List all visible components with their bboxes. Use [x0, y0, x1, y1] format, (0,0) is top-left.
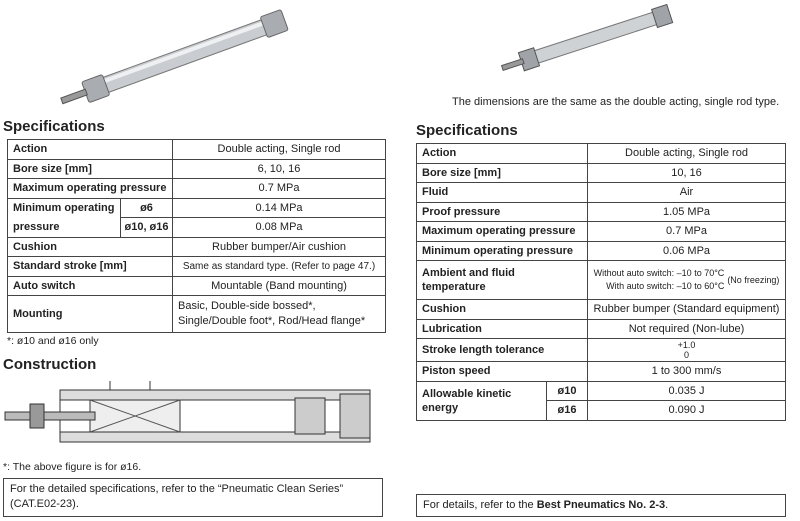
table-cell: Double acting, Single rod [588, 144, 786, 164]
table-row [417, 241, 786, 261]
table-cell: Maximum operating pressure [417, 222, 588, 242]
table-cell: 0.035 J [588, 381, 786, 401]
table-cell: Mounting [8, 296, 173, 333]
table-row [8, 276, 386, 296]
left-specifications-title: Specifications [3, 118, 105, 135]
table-row [8, 140, 386, 160]
table-row [417, 202, 786, 222]
table-cell: Minimum operating pressure [8, 198, 121, 237]
table-cell: Fluid [417, 183, 588, 203]
right-spec-table [416, 143, 786, 421]
table-cell: Allowable kinetic energy [417, 381, 547, 420]
table-cell: Stroke length tolerance [417, 339, 588, 362]
figure-note: *: The above figure is for ø16. [3, 461, 142, 473]
table-row [417, 144, 786, 164]
left-footnote: *: ø10 and ø16 only [7, 335, 99, 347]
table-row [8, 198, 386, 218]
table-row [417, 362, 786, 382]
table-cell: 10, 16 [588, 163, 786, 183]
table-cell: Bore size [mm] [417, 163, 588, 183]
table-cell: ø16 [547, 401, 588, 421]
table-cell: Air [588, 183, 786, 203]
right-caption: The dimensions are the same as the double acting, single rod type. [452, 96, 780, 108]
table-cell: ø10, ø16 [121, 218, 173, 238]
table-cell: Minimum operating pressure [417, 241, 588, 261]
table-row [8, 237, 386, 257]
table-cell: 0.090 J [588, 401, 786, 421]
left-spec-table [7, 139, 386, 333]
table-row [417, 381, 786, 401]
table-row [417, 222, 786, 242]
table-cell: 0.06 MPa [588, 241, 786, 261]
table-cell: 1 to 300 mm/s [588, 362, 786, 382]
right-reference-note: For details, refer to the Best Pneumatics No. 2-3. [416, 494, 786, 517]
table-cell: Auto switch [8, 276, 173, 296]
table-cell: ø10 [547, 381, 588, 401]
table-cell: 0.7 MPa [588, 222, 786, 242]
table-cell: Mountable (Band mounting) [173, 276, 386, 296]
table-cell: +1.0 0 [588, 339, 786, 362]
table-cell: Action [417, 144, 588, 164]
table-cell: Lubrication [417, 319, 588, 339]
table-row [417, 261, 786, 300]
table-cell: Piston speed [417, 362, 588, 382]
table-cell: Double acting, Single rod [173, 140, 386, 160]
table-cell: Rubber bumper (Standard equipment) [588, 300, 786, 320]
right-spec-block [416, 143, 786, 421]
table-cell: 1.05 MPa [588, 202, 786, 222]
table-cell: Bore size [mm] [8, 159, 173, 179]
table-cell: Without auto switch: –10 to 70°C With auto switch: –10 to 60°C (No freezing) [588, 261, 786, 300]
table-cell: 0.7 MPa [173, 179, 386, 199]
table-row [417, 163, 786, 183]
table-row [8, 296, 386, 333]
table-cell: Rubber bumper/Air cushion [173, 237, 386, 257]
table-row [417, 319, 786, 339]
table-row [417, 183, 786, 203]
table-cell: Maximum operating pressure [8, 179, 173, 199]
construction-drawing [0, 376, 383, 460]
table-cell: ø6 [121, 198, 173, 218]
left-reference-note: For the detailed specifications, refer to the “Pneumatic Clean Series” (CAT.E02-23). [3, 478, 383, 517]
table-cell: Ambient and fluid temperature [417, 261, 588, 300]
table-row [417, 339, 786, 362]
table-cell: Cushion [8, 237, 173, 257]
table-cell: Not required (Non-lube) [588, 319, 786, 339]
table-cell: Same as standard type. (Refer to page 47.) [173, 257, 386, 277]
cylinder-product-image-2 [490, 0, 690, 80]
table-cell: Cushion [417, 300, 588, 320]
right-specifications-title: Specifications [416, 122, 518, 139]
table-cell: 0.08 MPa [173, 218, 386, 238]
table-row [8, 159, 386, 179]
left-spec-block [7, 139, 386, 348]
table-row [8, 257, 386, 277]
table-cell: 6, 10, 16 [173, 159, 386, 179]
table-cell: 0.14 MPa [173, 198, 386, 218]
table-cell: Standard stroke [mm] [8, 257, 173, 277]
table-cell: Action [8, 140, 173, 160]
table-cell: Proof pressure [417, 202, 588, 222]
construction-title: Construction [3, 356, 97, 373]
table-row [417, 300, 786, 320]
catalog-link[interactable]: Best Pneumatics No. 2-3 [536, 499, 666, 511]
table-row [8, 179, 386, 199]
table-cell: Basic, Double-side bossed*, Single/Double foot*, Rod/Head flange* [173, 296, 386, 333]
cylinder-product-image [50, 5, 310, 110]
